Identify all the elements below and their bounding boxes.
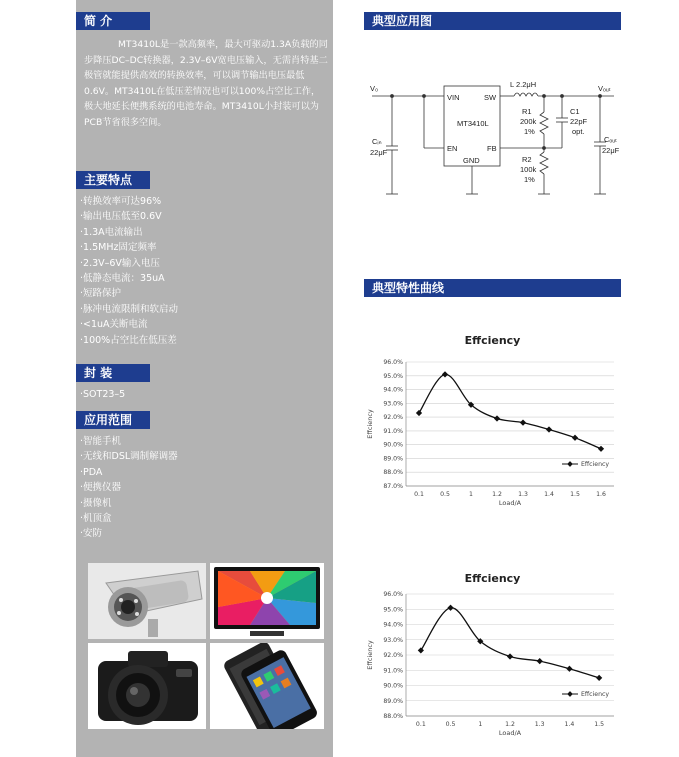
legend-marker	[567, 461, 573, 467]
y-tick-label: 93.0%	[383, 636, 403, 644]
x-tick-label: 1.4	[544, 491, 554, 498]
y-axis-label: Effciency	[366, 640, 374, 670]
y-tick-label: 96.0%	[383, 359, 403, 366]
efficiency-chart-1	[364, 350, 621, 515]
x-tick-label: 0.5	[445, 721, 456, 728]
list-item: · 机顶盒	[80, 511, 178, 526]
list-item: · 1.5MHz固定频率	[80, 240, 178, 255]
x-tick-label: 1.4	[564, 721, 575, 728]
features-list	[80, 194, 178, 348]
list-item: · 输出电压低至0.6V	[80, 209, 178, 224]
y-tick-label: 90.0%	[383, 682, 403, 690]
vin-label: V₀	[370, 84, 379, 93]
r1-name: R1	[522, 107, 532, 116]
data-point	[507, 653, 513, 659]
y-tick-label: 95.0%	[383, 372, 403, 380]
r2-tolerance: 1%	[524, 175, 535, 184]
list-item: · 便携仪器	[80, 480, 178, 495]
list-item: · 1.3A电流输出	[80, 225, 178, 240]
data-point	[598, 446, 604, 452]
x-tick-label: 0.1	[415, 721, 426, 728]
data-point	[572, 435, 578, 441]
data-point	[494, 415, 500, 421]
pin-gnd-label: GND	[463, 156, 480, 165]
pin-en-label: EN	[447, 144, 458, 153]
x-tick-label: 1.6	[596, 491, 606, 498]
data-point	[566, 666, 572, 672]
pin-fb-label: FB	[487, 144, 497, 153]
y-axis-label: Effciency	[366, 409, 374, 439]
list-item: · 低静态电流：35uA	[80, 271, 178, 286]
chart1-title: Effciency	[464, 334, 521, 347]
r2-name: R2	[522, 155, 532, 164]
data-point	[546, 426, 552, 432]
x-axis-label: Load/A	[498, 499, 522, 507]
series-line	[421, 608, 599, 678]
list-item: · 转换效率可达96%	[80, 194, 178, 209]
x-tick-label: 0.1	[414, 491, 424, 498]
cin-name: Cᵢₙ	[372, 137, 382, 146]
cout-name: Cₒᵤₜ	[604, 135, 618, 144]
y-tick-label: 88.0%	[383, 713, 403, 720]
x-axis-label: Load/A	[498, 729, 522, 737]
package-list	[80, 387, 125, 402]
y-tick-label: 94.0%	[383, 386, 403, 394]
y-tick-label: 92.0%	[383, 652, 403, 659]
list-item: · 摄像机	[80, 496, 178, 511]
typical-curve-header: 典型特性曲线	[364, 279, 621, 297]
features-header: 主要特点	[76, 171, 150, 189]
r1-value: 200k	[520, 117, 537, 126]
camera-photo	[88, 643, 206, 729]
legend-label: Effciency	[581, 461, 610, 468]
intro-header: 简 介	[76, 12, 150, 30]
y-tick-label: 87.0%	[383, 483, 403, 490]
ic-label: MT3410L	[457, 119, 489, 128]
x-tick-label: 1.5	[594, 721, 605, 728]
application-circuit	[364, 76, 621, 206]
vout-label: Vₒᵤₜ	[598, 84, 611, 93]
y-tick-label: 88.0%	[383, 469, 403, 477]
y-tick-label: 89.0%	[383, 697, 403, 705]
list-item: · 安防	[80, 526, 178, 541]
legend-label: Effciency	[581, 691, 610, 698]
security-camera-photo	[88, 563, 206, 639]
data-point	[447, 605, 453, 611]
applications-list	[80, 434, 178, 542]
r2-value: 100k	[520, 165, 537, 174]
package-header: 封 装	[76, 364, 150, 382]
y-tick-label: 91.0%	[383, 427, 403, 435]
chart2-title: Effciency	[464, 572, 521, 585]
list-item: · 2.3V–6V输入电压	[80, 256, 178, 271]
list-item: · PDA	[80, 465, 178, 480]
x-tick-label: 1.2	[505, 721, 515, 728]
data-point	[520, 420, 526, 426]
x-tick-label: 1.3	[534, 721, 545, 728]
list-item: · <1uA关断电流	[80, 317, 178, 332]
legend-marker	[567, 691, 573, 697]
y-tick-label: 92.0%	[383, 414, 403, 422]
c1-option: opt.	[572, 127, 585, 136]
y-tick-label: 94.0%	[383, 621, 403, 629]
data-point	[418, 647, 424, 653]
y-tick-label: 95.0%	[383, 606, 403, 614]
y-tick-label: 91.0%	[383, 667, 403, 675]
data-point	[442, 371, 448, 377]
c1-value: 22pF	[570, 117, 588, 126]
inductor-label: L 2.2μH	[510, 80, 537, 89]
list-item: · 100%占空比在低压差	[80, 333, 178, 348]
pin-sw-label: SW	[484, 93, 497, 102]
y-tick-label: 89.0%	[383, 455, 403, 463]
x-tick-label: 1.2	[492, 491, 502, 498]
x-tick-label: 1.3	[518, 491, 528, 498]
y-tick-label: 93.0%	[383, 400, 403, 408]
data-point	[537, 658, 543, 664]
list-item: · 脉冲电流限制和软启动	[80, 302, 178, 317]
y-tick-label: 96.0%	[383, 591, 403, 598]
efficiency-chart-2	[364, 588, 621, 746]
tv-photo	[210, 563, 324, 639]
r1-tolerance: 1%	[524, 127, 535, 136]
c1-name: C1	[570, 107, 580, 116]
cin-value: 22μF	[370, 148, 388, 157]
pin-vin-label: VIN	[447, 93, 460, 102]
list-item: · 智能手机	[80, 434, 178, 449]
list-item: · 无线和DSL调制解调器	[80, 449, 178, 464]
list-item: · 短路保护	[80, 286, 178, 301]
y-tick-label: 90.0%	[383, 441, 403, 449]
cout-value: 22μF	[602, 146, 620, 155]
typical-application-header: 典型应用图	[364, 12, 621, 30]
x-tick-label: 0.5	[440, 491, 450, 498]
x-tick-label: 1.5	[570, 491, 580, 498]
x-tick-label: 1	[478, 721, 483, 728]
x-tick-label: 1	[469, 491, 473, 498]
intro-text: MT3410L是一款高频率，最大可驱动1.3A负载的同步降压DC–DC转换器，2.3V–6V宽电压输入，无需肖特基二极管就能提供高效的转换效率，可以调节输出电压最低0.6V。MT3410L在低压差情况也可以100%占空比工作，极大地延长便携系统的电池寿命。MT3410L小封装可以为PCB节省很多空间。	[84, 39, 328, 128]
data-point	[596, 675, 602, 681]
applications-header: 应用范围	[76, 411, 150, 429]
data-point	[416, 410, 422, 416]
list-item: · SOT23–5	[80, 387, 125, 402]
smartphone-photo	[210, 643, 324, 729]
